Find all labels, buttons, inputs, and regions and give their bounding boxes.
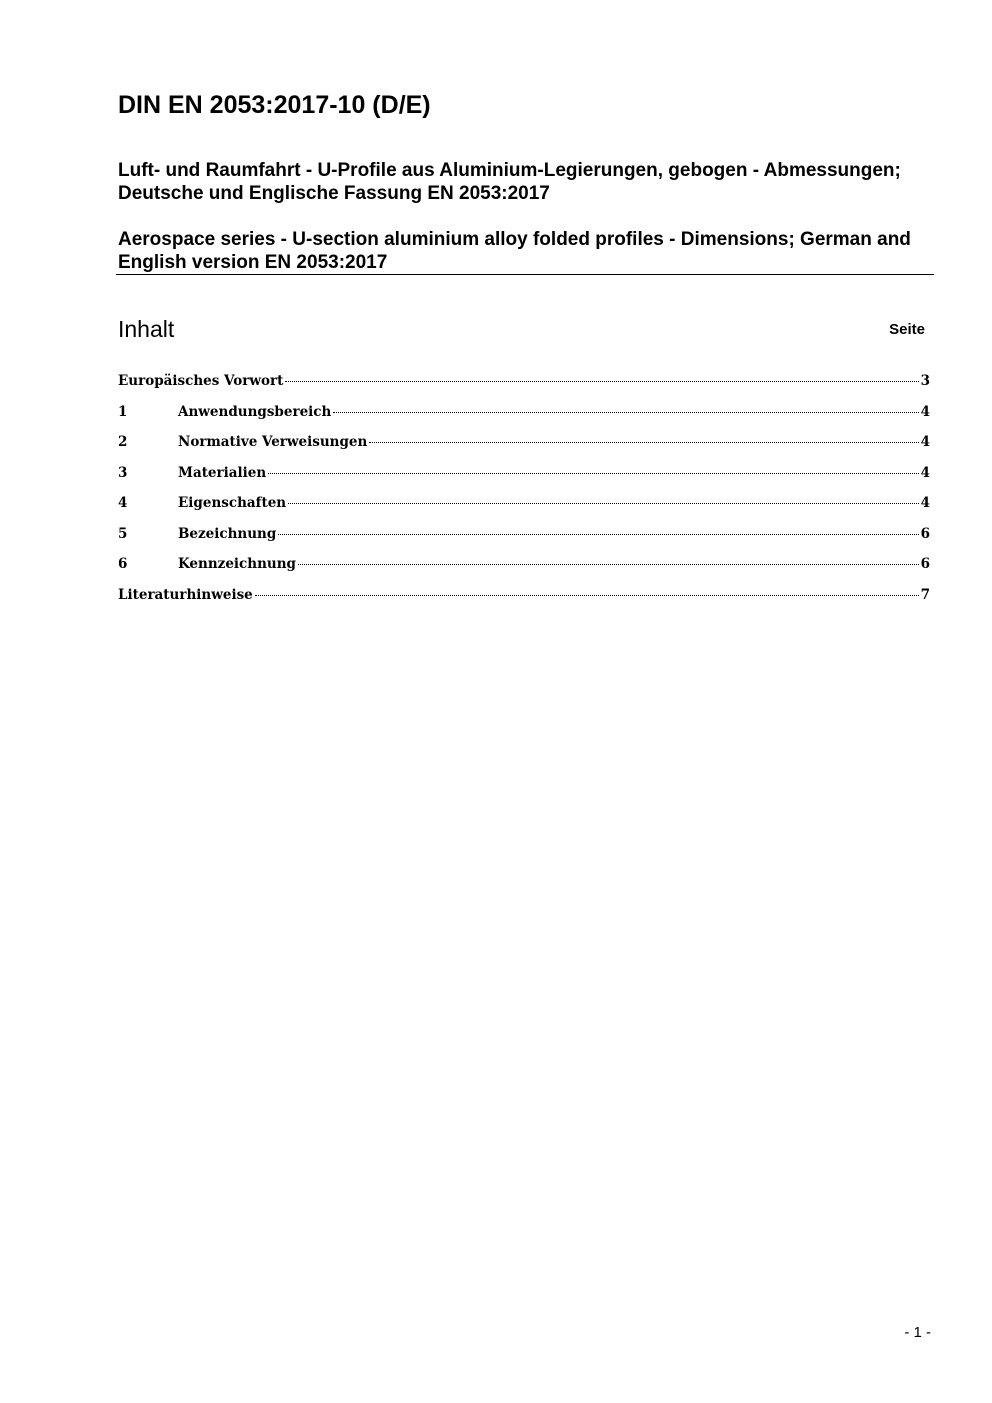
toc-dot-leader [369,442,918,443]
subtitle-english: Aerospace series - U-section aluminium alloy folded profiles - Dimensions; German and English version EN 2053:2017 [118,229,911,273]
toc-entry-page: 4 [920,464,930,481]
toc-entry[interactable] [118,523,930,554]
toc-entry-label: Materialien [178,464,267,481]
toc-heading: Inhalt [118,316,175,342]
toc-dot-leader [298,564,919,565]
toc-entry-number: 1 [118,403,128,420]
toc-page-column-label: Seite [889,321,925,338]
page-number: - 1 - [904,1324,931,1341]
toc-entry-label: Literaturhinweise [118,586,253,603]
toc-entry-label: Normative Verweisungen [178,434,368,450]
toc-entry-number: 5 [118,525,128,542]
toc-entry[interactable] [118,553,930,584]
toc-entry-label: Eigenschaften [178,495,287,511]
toc-entry-page: 4 [920,434,930,450]
subtitle-german: Luft- und Raumfahrt - U-Profile aus Aluminium-Legierungen, gebogen - Abmessungen; Deutsche und Englische Fassung EN 2053:2017 [118,160,901,204]
toc-dot-leader [255,595,919,596]
toc-entry[interactable] [118,370,930,401]
toc-dot-leader [268,473,918,474]
toc-dot-leader [333,412,918,413]
toc-entry[interactable] [118,401,930,432]
toc-entry-label: Europäisches Vorwort [118,373,284,389]
toc-entry-label: Bezeichnung [178,525,277,542]
document-title: DIN EN 2053:2017-10 (D/E) [118,91,431,119]
toc-entry[interactable] [118,431,930,462]
table-of-contents [118,370,930,614]
title-divider [116,274,934,275]
toc-entry-number: 2 [118,434,128,450]
toc-entry-page: 7 [920,586,930,603]
toc-entry-number: 4 [118,495,128,511]
toc-entry-page: 4 [920,403,930,420]
toc-entry-number: 6 [118,556,128,572]
toc-entry[interactable] [118,492,930,523]
toc-entry-page: 4 [920,495,930,511]
toc-entry-label: Anwendungsbereich [178,403,332,420]
toc-entry[interactable] [118,584,930,615]
toc-entry-page: 6 [920,525,930,542]
toc-dot-leader [278,534,918,535]
toc-entry-page: 3 [920,373,930,389]
toc-entry[interactable] [118,462,930,493]
toc-entry-number: 3 [118,464,128,481]
toc-entry-label: Kennzeichnung [178,556,296,572]
toc-dot-leader [285,381,918,382]
toc-entry-page: 6 [920,556,930,572]
toc-dot-leader [288,503,919,504]
